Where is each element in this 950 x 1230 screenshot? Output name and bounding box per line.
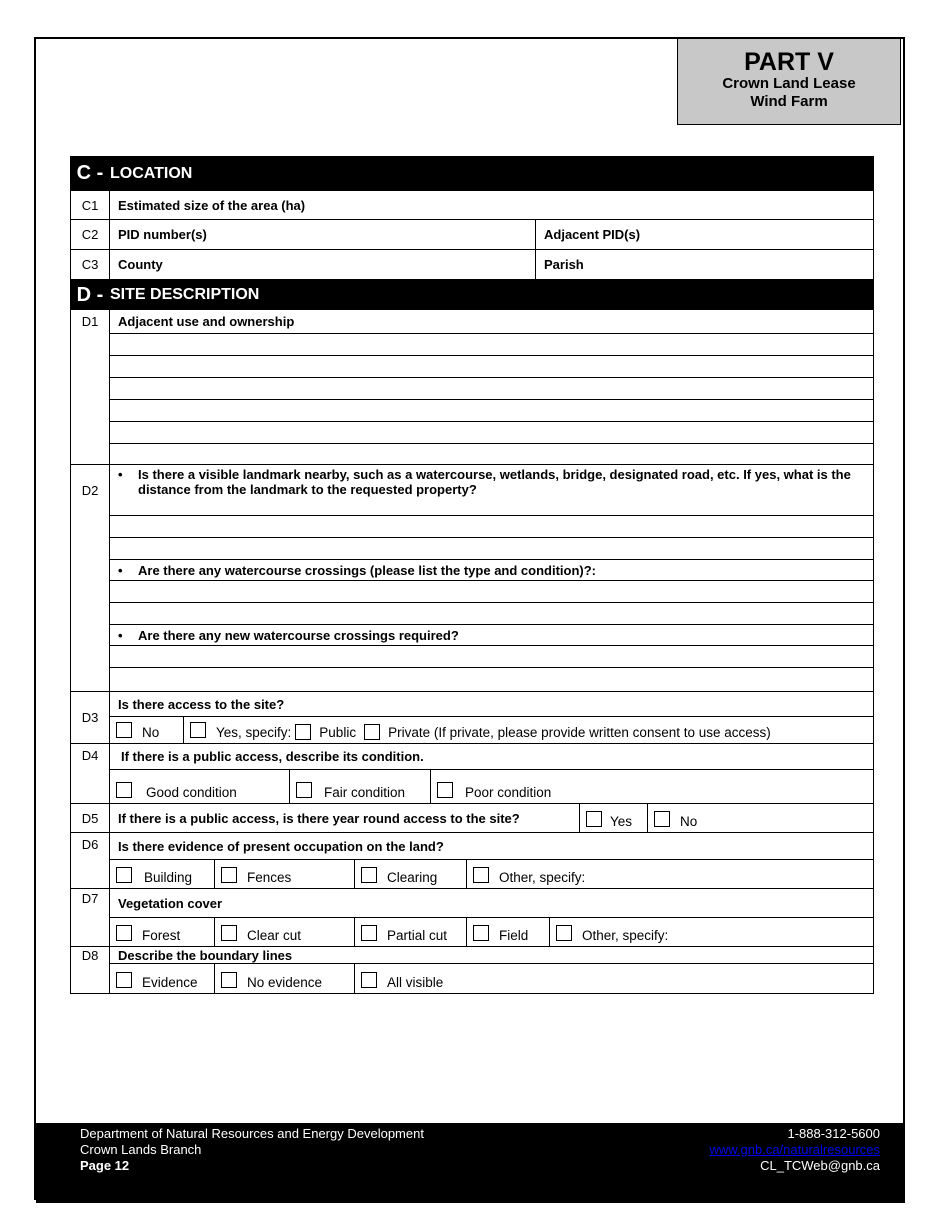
option-yes[interactable] xyxy=(184,717,873,743)
option-label: Private (If private, please provide written consent to use access) xyxy=(388,725,771,740)
answer-line[interactable] xyxy=(110,377,873,399)
option-label: Building xyxy=(144,870,193,885)
answer-line[interactable] xyxy=(110,602,873,624)
option-label: Good condition xyxy=(146,785,237,800)
bullet: • xyxy=(118,563,123,578)
answer-line[interactable] xyxy=(110,515,873,537)
d7-label: Vegetation cover xyxy=(118,895,223,911)
option-label: No evidence xyxy=(247,975,323,990)
checkbox[interactable] xyxy=(221,972,237,988)
d2-q2-text: Are there any watercourse crossings (please list the type and condition)?: xyxy=(138,563,597,578)
checkbox[interactable] xyxy=(116,867,132,883)
checkbox[interactable] xyxy=(296,782,312,798)
d1-label: Adjacent use and ownership xyxy=(118,314,295,329)
d2-question-new-crossings xyxy=(110,624,873,645)
d4-label: If there is a public access, describe its condition. xyxy=(121,749,424,764)
d2-q1-text: Is there a visible landmark nearby, such as a watercourse, wetlands, bridge, designated road, etc. If yes, what is the distance from the landmark to the requested property? xyxy=(138,467,851,497)
checkbox[interactable] xyxy=(361,925,377,941)
row-number: D2 xyxy=(71,465,110,691)
checkbox[interactable] xyxy=(116,972,132,988)
checkbox[interactable] xyxy=(473,867,489,883)
row-d8 xyxy=(70,947,874,994)
checkbox-private[interactable] xyxy=(364,724,380,740)
option-partial-cut[interactable] xyxy=(355,918,467,946)
row-number: C1 xyxy=(71,191,110,219)
option-clearing[interactable] xyxy=(355,860,467,888)
checkbox[interactable] xyxy=(586,811,602,827)
option-forest[interactable] xyxy=(110,918,215,946)
row-number: C3 xyxy=(71,250,110,279)
answer-line[interactable] xyxy=(110,421,873,443)
bullet: • xyxy=(118,467,123,482)
row-number: D5 xyxy=(71,804,110,832)
option-fences[interactable] xyxy=(215,860,355,888)
row-d6 xyxy=(70,833,874,889)
answer-line[interactable] xyxy=(110,645,873,667)
option-fair-condition[interactable] xyxy=(290,770,431,803)
row-c2 xyxy=(70,220,874,250)
checkbox[interactable] xyxy=(221,867,237,883)
answer-line[interactable] xyxy=(110,537,873,559)
adjacent-pid-field[interactable]: Adjacent PID(s) xyxy=(544,227,641,242)
option-label: Other, specify: xyxy=(582,928,669,943)
checkbox[interactable] xyxy=(116,782,132,798)
d7-options xyxy=(110,917,873,946)
d2-question-crossings xyxy=(110,559,873,580)
checkbox[interactable] xyxy=(361,867,377,883)
option-label: Fair condition xyxy=(324,785,406,800)
checkbox[interactable] xyxy=(654,811,670,827)
section-d-header xyxy=(70,280,874,310)
d8-label: Describe the boundary lines xyxy=(118,947,293,963)
d2-q3-text: Are there any new watercourse crossings required? xyxy=(138,628,459,643)
option-label: Poor condition xyxy=(465,785,552,800)
d3-options xyxy=(110,716,873,743)
option-label: No xyxy=(680,814,698,829)
row-d1 xyxy=(70,310,874,465)
section-d-title: SITE DESCRIPTION xyxy=(110,286,260,303)
row-d3 xyxy=(70,692,874,744)
option-all-visible[interactable] xyxy=(355,964,873,993)
footer-branch: Crown Lands Branch xyxy=(80,1142,202,1157)
option-label: No xyxy=(142,725,160,740)
option-poor-condition[interactable] xyxy=(431,770,873,803)
answer-line[interactable] xyxy=(110,399,873,421)
option-yes[interactable] xyxy=(580,804,648,832)
parish-field[interactable]: Parish xyxy=(544,257,584,272)
checkbox[interactable] xyxy=(556,925,572,941)
d2-question-landmark xyxy=(110,465,873,515)
area-size-field[interactable]: Estimated size of the area (ha) xyxy=(118,197,306,213)
option-label: Clear cut xyxy=(247,928,302,943)
checkbox-public[interactable] xyxy=(295,724,311,740)
answer-line[interactable] xyxy=(110,580,873,602)
bullet: • xyxy=(118,628,123,643)
row-d4 xyxy=(70,744,874,804)
row-number: C2 xyxy=(71,220,110,249)
footer-right xyxy=(709,1126,880,1174)
part-subtitle-1: Crown Land Lease xyxy=(722,75,856,92)
answer-line[interactable] xyxy=(110,355,873,377)
option-no[interactable] xyxy=(110,717,184,743)
row-number: D6 xyxy=(71,833,110,888)
row-d5 xyxy=(70,804,874,833)
option-no-evidence[interactable] xyxy=(215,964,355,993)
footer-department: Department of Natural Resources and Energy Development xyxy=(80,1126,424,1141)
section-d-letter: D - xyxy=(76,283,104,306)
option-label: Yes xyxy=(610,814,633,829)
section-c-title: LOCATION xyxy=(110,164,193,182)
answer-line[interactable] xyxy=(110,443,873,464)
option-label: Fences xyxy=(247,870,292,885)
option-label: Yes, specify: xyxy=(216,725,292,740)
d6-options xyxy=(110,859,873,888)
row-number: D7 xyxy=(71,889,110,946)
section-c-letter: C - xyxy=(76,162,104,184)
d4-options xyxy=(110,769,873,803)
option-no[interactable] xyxy=(648,804,873,832)
section-c-header xyxy=(70,156,874,191)
footer-page-number: Page 12 xyxy=(80,1158,130,1173)
footer-email: CL_TCWeb@gnb.ca xyxy=(760,1158,880,1173)
option-label: Field xyxy=(499,928,529,943)
form-table xyxy=(70,156,874,994)
d3-label: Is there access to the site? xyxy=(118,696,285,712)
row-number: D3 xyxy=(71,692,110,743)
part-subtitle-2: Wind Farm xyxy=(750,93,828,110)
footer-website-link[interactable]: www.gnb.ca/naturalresources xyxy=(709,1142,880,1157)
option-label: Clearing xyxy=(387,870,438,885)
row-c1 xyxy=(70,191,874,220)
checkbox[interactable] xyxy=(437,782,453,798)
d8-options xyxy=(110,963,873,993)
footer-left xyxy=(80,1126,424,1174)
option-label: Public xyxy=(319,725,357,740)
option-label: Forest xyxy=(142,928,181,943)
row-d7 xyxy=(70,889,874,947)
row-d2 xyxy=(70,465,874,692)
checkbox[interactable] xyxy=(190,722,206,738)
checkbox[interactable] xyxy=(473,925,489,941)
option-field[interactable] xyxy=(467,918,550,946)
row-number: D8 xyxy=(71,947,110,993)
footer-phone: 1-888-312-5600 xyxy=(787,1126,880,1141)
row-c3 xyxy=(70,250,874,280)
option-label: All visible xyxy=(387,975,444,990)
checkbox[interactable] xyxy=(221,925,237,941)
option-evidence[interactable] xyxy=(110,964,215,993)
d6-label: Is there evidence of present occupation on the land? xyxy=(118,838,444,854)
d5-label: If there is a public access, is there year round access to the site? xyxy=(110,804,580,832)
option-building[interactable] xyxy=(110,860,215,888)
page-footer xyxy=(36,1123,905,1203)
checkbox[interactable] xyxy=(116,722,132,738)
option-clear-cut[interactable] xyxy=(215,918,355,946)
part-header-box xyxy=(677,38,901,125)
part-title: PART V xyxy=(744,48,834,76)
pid-field[interactable]: PID number(s) xyxy=(110,220,536,249)
checkbox[interactable] xyxy=(116,925,132,941)
checkbox[interactable] xyxy=(361,972,377,988)
option-other[interactable] xyxy=(550,918,873,946)
row-number: D4 xyxy=(71,744,110,803)
option-label: Other, specify: xyxy=(499,870,586,885)
answer-line[interactable] xyxy=(110,333,873,355)
option-label: Partial cut xyxy=(387,928,448,943)
option-label: Evidence xyxy=(142,975,198,990)
answer-line[interactable] xyxy=(110,667,873,691)
option-good-condition[interactable] xyxy=(110,770,290,803)
option-other[interactable] xyxy=(467,860,873,888)
row-number: D1 xyxy=(71,310,110,464)
county-field[interactable]: County xyxy=(110,250,536,279)
